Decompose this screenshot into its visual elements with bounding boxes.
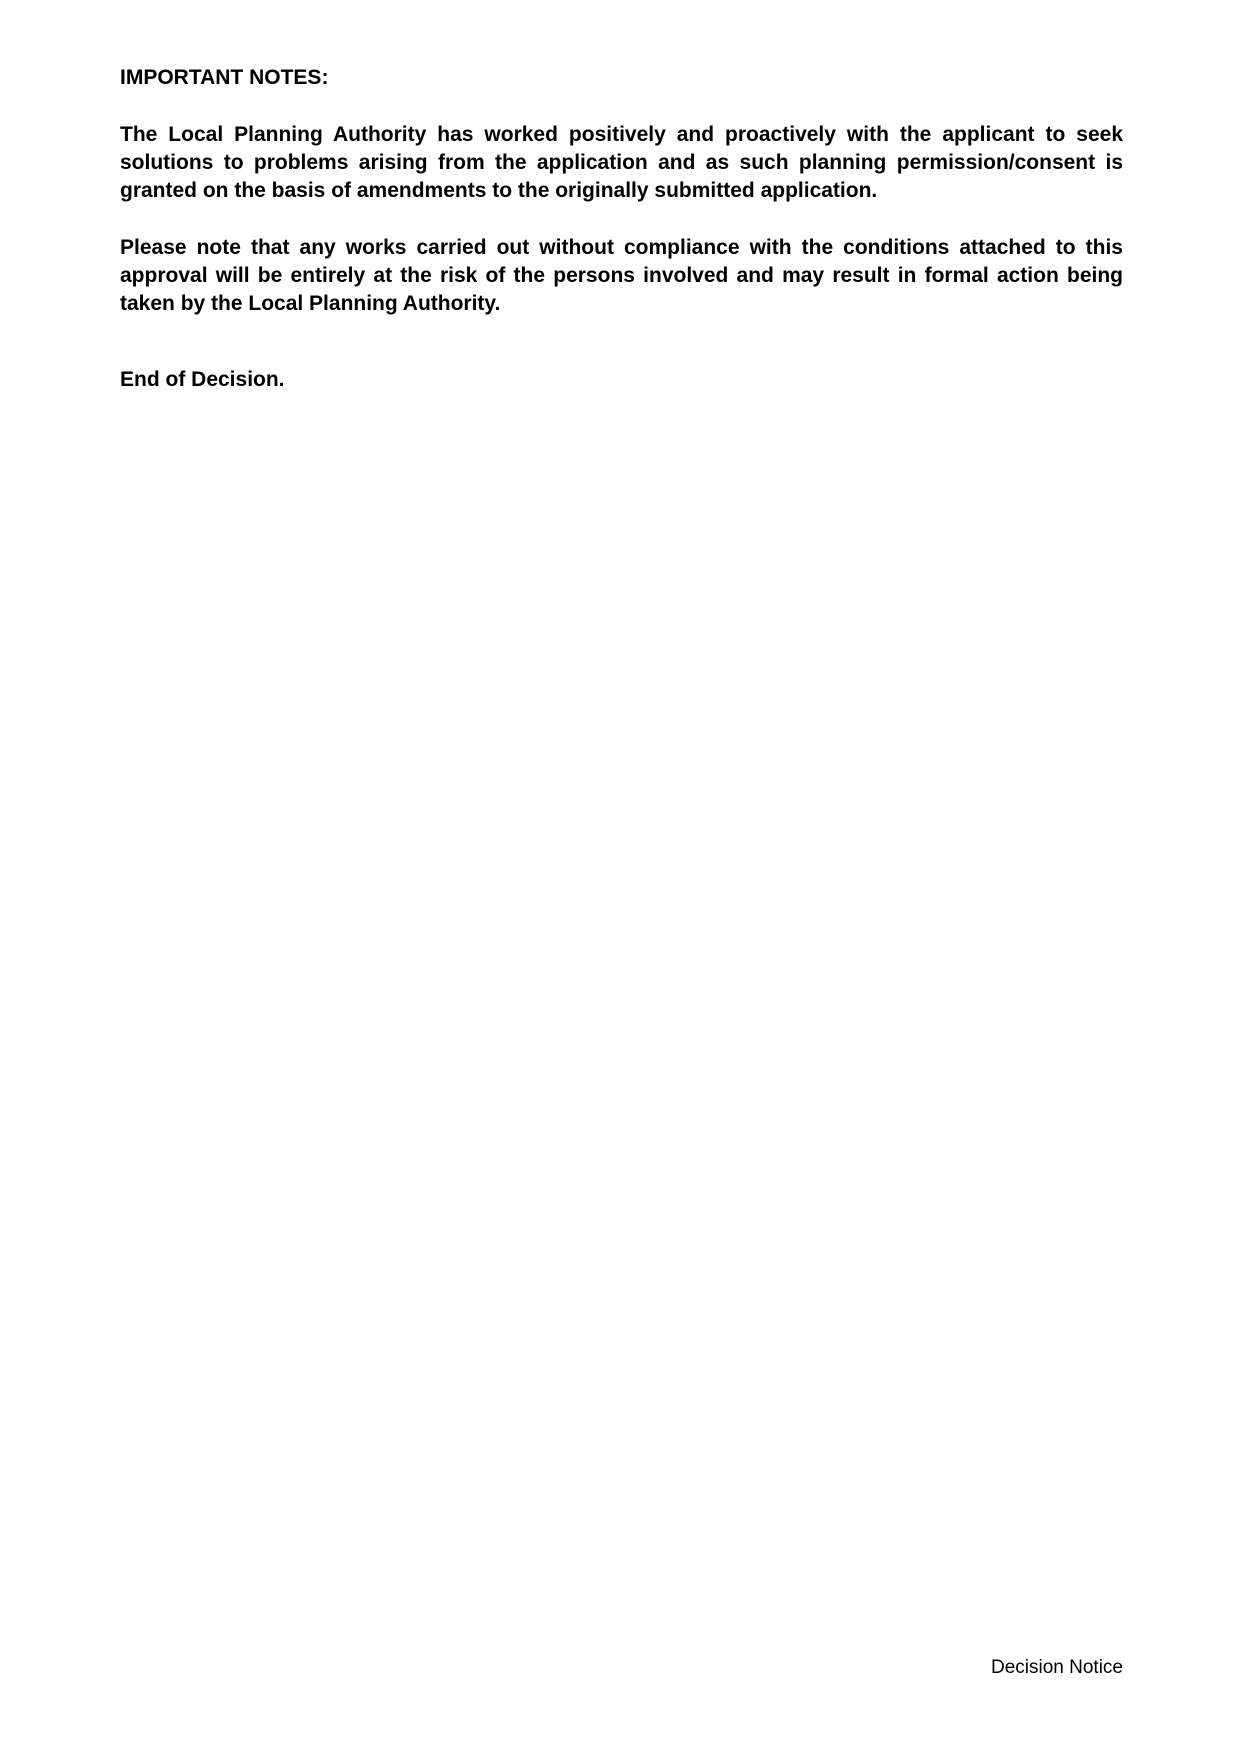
document-body bbox=[120, 64, 1123, 394]
important-notes-heading: IMPORTANT NOTES: bbox=[120, 66, 329, 89]
paragraph-positive-proactive-statement: The Local Planning Authority has worked positively and proactively with the applicant to seek solutions to problems arising from the application and as such planning permission/consent is granted on the basis of amendments to the originally submitted application. bbox=[120, 123, 1123, 202]
paragraph-compliance-warning: Please note that any works carried out without compliance with the conditions attached to this approval will be entirely at the risk of the persons involved and may result in formal action being taken by the Local Planning Authority. bbox=[120, 236, 1123, 315]
end-of-decision-line: End of Decision. bbox=[120, 368, 285, 391]
footer-decision-notice: Decision Notice bbox=[991, 1657, 1123, 1678]
